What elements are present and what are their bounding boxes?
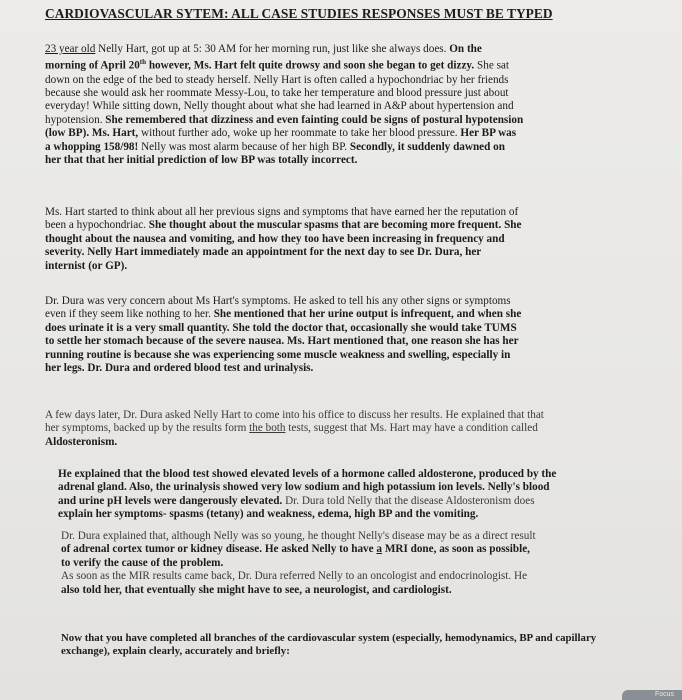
text-run: Secondly, it suddenly dawned on bbox=[347, 140, 505, 153]
text-run: On the bbox=[449, 43, 482, 55]
paragraph-line: thought about the nausea and vomiting, and how they too have been increasing in frequency and bbox=[45, 232, 505, 245]
paragraph-line bbox=[45, 422, 637, 435]
text-run: Nelly Hart, got up at 5: 30 AM for her morning run, just like she always does. bbox=[95, 43, 450, 55]
paragraph-line bbox=[45, 43, 637, 56]
paragraph-line: Dr. Dura explained that, although Nelly was so young, he thought Nelly's disease may be as a direct result bbox=[61, 530, 536, 542]
paragraph-1 bbox=[45, 43, 637, 167]
ordinal-suffix: th bbox=[139, 58, 147, 67]
text-run: without further ado, woke up her roommate to take her blood pressure. bbox=[138, 127, 458, 140]
text-run: tests, suggest that Ms. Hart may have a condition called bbox=[285, 422, 538, 435]
text-run: She sat bbox=[474, 60, 510, 73]
text-run: Dr. Dura told Nelly that the disease Aldosteronism does bbox=[282, 494, 535, 507]
text-run: been a hypochondriac. bbox=[45, 219, 149, 232]
text-run: and urine pH levels were dangerously elevated. bbox=[58, 494, 283, 507]
focus-button[interactable]: Focus bbox=[622, 690, 682, 700]
paragraph-line bbox=[45, 56, 637, 73]
paragraph-line: Ms. Hart started to think about all her previous signs and symptoms that have earned her the reputation of bbox=[45, 206, 519, 218]
text-run: As soon as the MIR results came back, Dr. Dura referred Nelly to an oncologist and endocrinologist. bbox=[61, 570, 512, 583]
text-run: hypotension. bbox=[45, 113, 106, 126]
underlined-text: a bbox=[376, 543, 383, 556]
text-run: (low BP). Ms. Hart, bbox=[45, 127, 139, 140]
page-title: CARDIOVASCULAR SYTEM: ALL CASE STUDIES RESPONSES MUST BE TYPED bbox=[45, 6, 553, 21]
paragraph-line: Aldosteronism. bbox=[45, 435, 118, 448]
paragraph-line: Dr. Dura was very concern about Ms Hart's symptoms. He asked to tell his any other signs or symptoms bbox=[45, 295, 511, 307]
text-run: even if they seem like nothing to her. bbox=[45, 308, 214, 321]
paragraph-7 bbox=[61, 632, 681, 659]
paragraph-line: also told her, that eventually she might have to see, a neurologist, and cardiologist. bbox=[61, 583, 452, 596]
paragraph-line: her that that her initial prediction of low BP was totally incorrect. bbox=[45, 153, 358, 166]
paragraph-line: to settle her stomach because of the severe nausea. Ms. Hart mentioned that, one reason she has her bbox=[45, 335, 519, 348]
text-run: a whopping 158/98! bbox=[45, 140, 139, 153]
paragraph-line bbox=[61, 570, 641, 583]
paragraph-line: internist (or GP). bbox=[45, 259, 128, 272]
text-run: Nelly was most alarm because of her high BP. bbox=[138, 140, 348, 153]
paragraph-line bbox=[45, 219, 637, 232]
text-run: He bbox=[511, 570, 528, 583]
text-run: She mentioned that her urine output is infrequent, and when she bbox=[213, 308, 522, 321]
text-run: MRI done, as soon as possible, bbox=[382, 543, 530, 556]
text-run: She thought about the muscular spasms that are becoming more frequent. She bbox=[148, 219, 522, 232]
paragraph-line: to verify the cause of the problem. bbox=[61, 556, 224, 569]
paragraph-line: running routine is because she was experiencing some muscle weakness and swelling, especially in bbox=[45, 348, 511, 361]
paragraph-line bbox=[45, 141, 637, 154]
paragraph-5 bbox=[58, 468, 638, 522]
paragraph-2 bbox=[45, 206, 637, 273]
text-run: Her BP was bbox=[457, 127, 517, 140]
paragraph-line bbox=[45, 127, 637, 140]
paragraph-line: severity. Nelly Hart immediately made an appointment for the next day to see Dr. Dura, her bbox=[45, 246, 482, 259]
paragraph-line bbox=[61, 543, 641, 556]
paragraph-line: Now that you have completed all branches of the cardiovascular system (especially, hemodynamics, BP and capillary bbox=[61, 632, 597, 644]
paragraph-line: explain her symptoms- spasms (tetany) and weakness, edema, high BP and the vomiting. bbox=[58, 508, 479, 521]
paragraph-4 bbox=[45, 409, 637, 449]
text-run: morning of April 20 bbox=[45, 60, 140, 73]
paragraph-line: does urinate it is a very small quantity. She told the doctor that, occasionally she would take TUMS bbox=[45, 321, 517, 334]
paragraph-6 bbox=[61, 530, 641, 597]
paragraph-line bbox=[45, 308, 637, 321]
text-run: of adrenal cortex tumor or kidney disease. He asked Nelly to have bbox=[61, 543, 377, 556]
text-run: She remembered that dizziness and even fainting could be signs of postural hypotension bbox=[105, 113, 524, 126]
paragraph-line: exchange), explain clearly, accurately and briefly: bbox=[61, 645, 290, 658]
paragraph-3 bbox=[45, 295, 637, 375]
paragraph-line: everyday! While sitting down, Nelly thought about what she had learned in A&P about hypertension and bbox=[45, 100, 514, 113]
paragraph-line: He explained that the blood test showed elevated levels of a hormone called aldosterone, produced by the bbox=[58, 468, 557, 480]
age-underlined: 23 year old bbox=[45, 43, 96, 55]
text-run: however, Ms. Hart felt quite drowsy and soon she began to get dizzy. bbox=[146, 60, 475, 73]
paragraph-line: A few days later, Dr. Dura asked Nelly Hart to come into his office to discuss her results. He explained that that bbox=[45, 409, 544, 421]
paragraph-line bbox=[45, 114, 637, 127]
paragraph-line bbox=[58, 495, 638, 508]
underlined-text: the both bbox=[249, 422, 286, 435]
paragraph-line: because she would ask her roommate Messy-Lou, to take her temperature and blood pressure just about bbox=[45, 86, 509, 99]
text-run: her symptoms, backed up by the results form bbox=[45, 422, 250, 435]
paragraph-line: down on the edge of the bed to steady herself. Nelly Hart is often called a hypochondriac by her friends bbox=[45, 73, 509, 86]
paragraph-line: her legs. Dr. Dura and ordered blood test and urinalysis. bbox=[45, 362, 314, 375]
paragraph-line: adrenal gland. Also, the urinalysis showed very low sodium and high potassium ion levels. Nelly's blood bbox=[58, 481, 550, 494]
